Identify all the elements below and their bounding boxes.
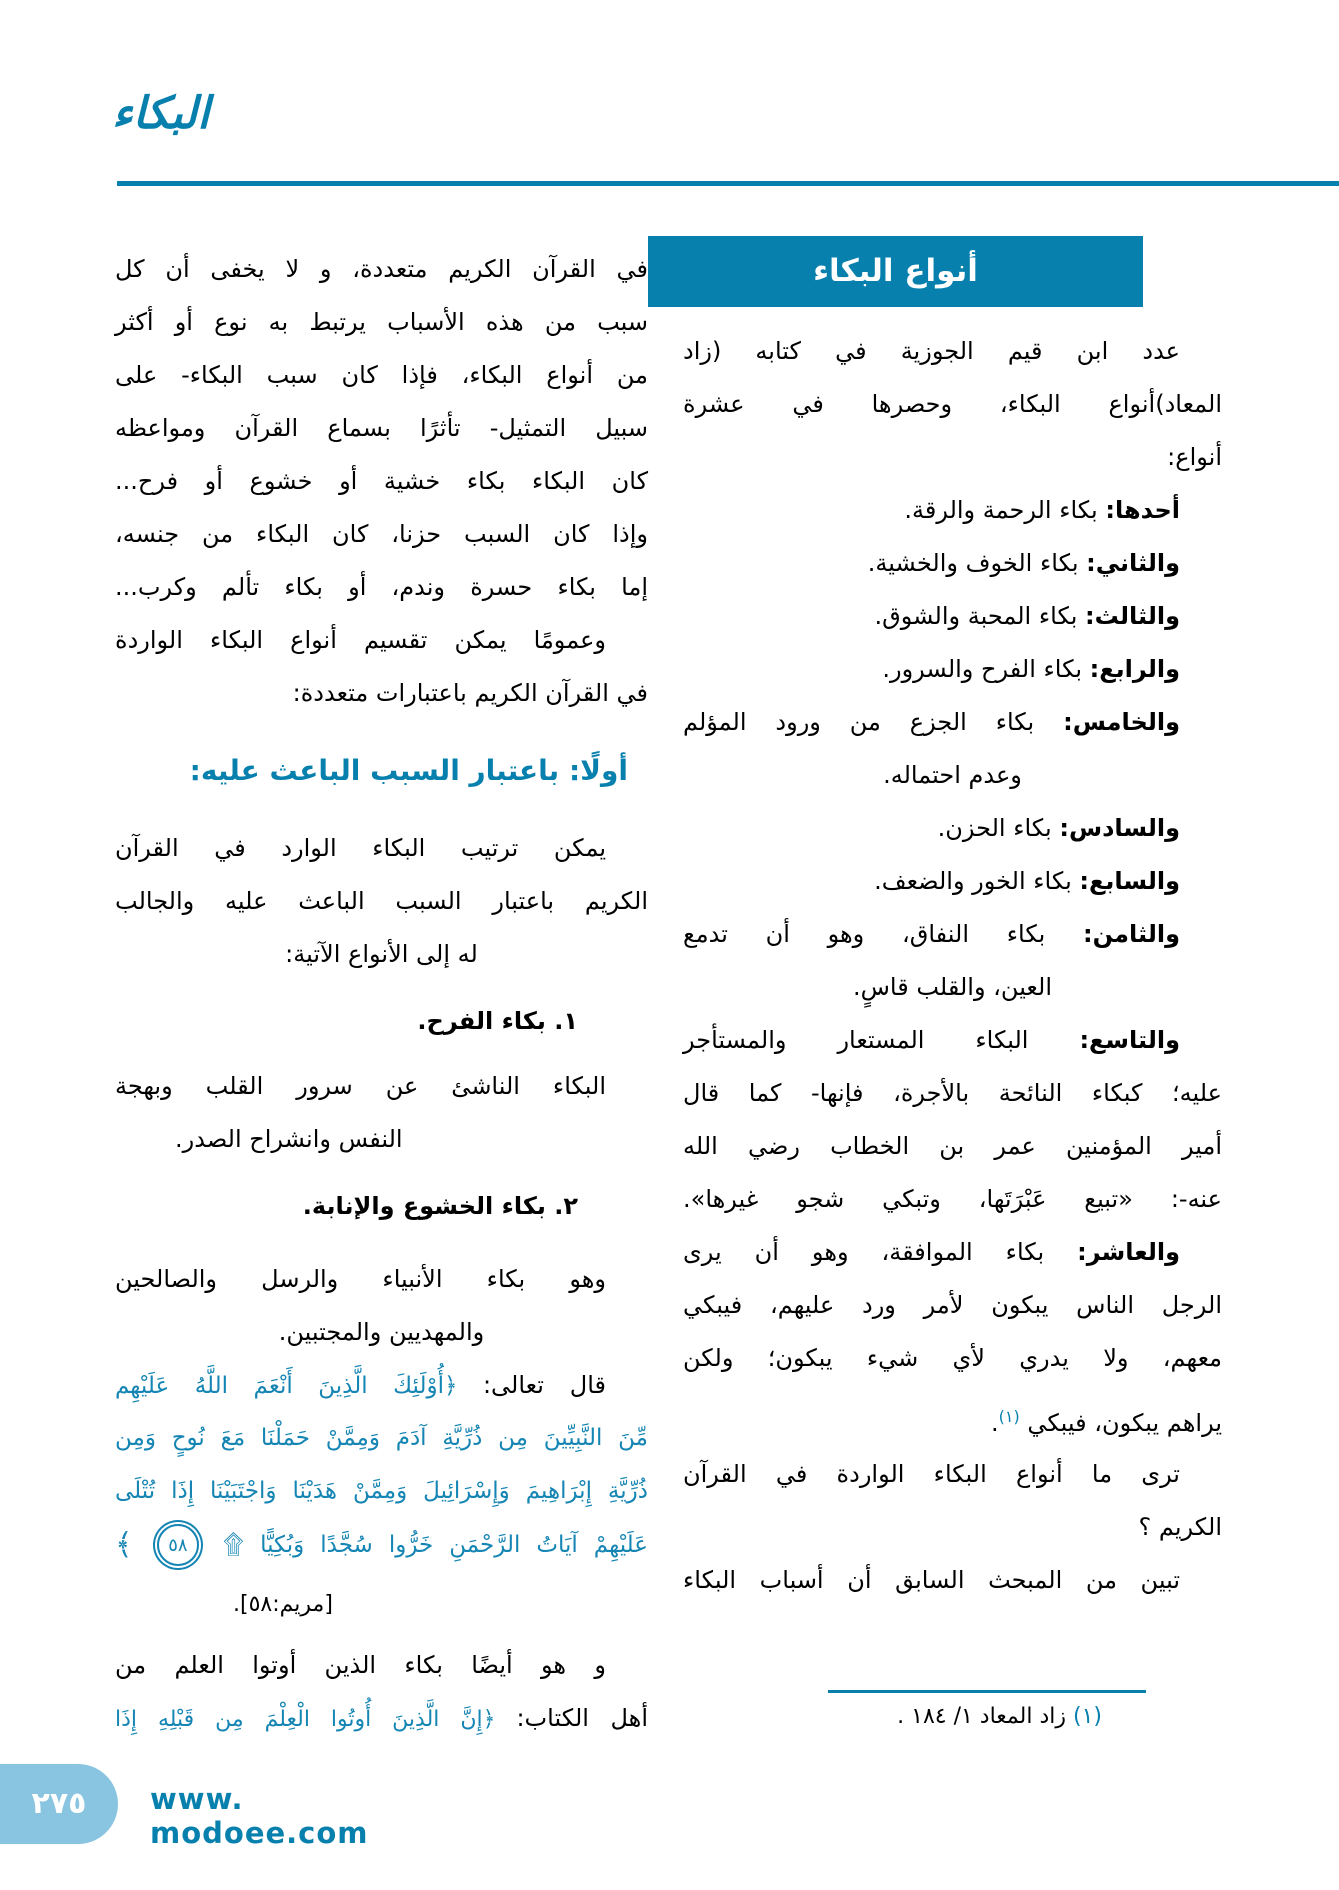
quran-line [115, 1359, 648, 1412]
text-line: وهو بكاء الأنبياء والرسل والصالحين [115, 1265, 606, 1293]
text-line: سبيل التمثيل- تأثرًا بسماع القرآن ومواعظه [115, 414, 648, 442]
footnote-reference: (١) [998, 1407, 1020, 1426]
footnote-block [828, 1690, 1146, 1732]
text: . [991, 1409, 999, 1437]
text-line: أنواع: [1167, 443, 1222, 471]
text-line: عنه-: «تبيع عَبْرَتَها، وتبكي شجو غيرها». [683, 1185, 1222, 1213]
list-item-lead: والخامس: [1063, 708, 1180, 736]
text-line: أمير المؤمنين عمر بن الخطاب رضي الله [683, 1132, 1222, 1160]
list-item-text: بكاء الموافقة، وهو أن يرى [683, 1238, 1078, 1266]
text-line: وعمومًا يمكن تقسيم أنواع البكاء الواردة [115, 626, 606, 654]
list-item-line [683, 696, 1222, 749]
text-line: من أنواع البكاء، فإذا كان سبب البكاء- على [115, 361, 648, 389]
text-line: عدد ابن قيم الجوزية في كتابه (زاد [683, 337, 1180, 365]
website-url: www. modoee.com [150, 1782, 369, 1850]
list-item-line [683, 484, 1222, 537]
sajdah-icon: ۩ [223, 1529, 244, 1561]
text-line: إما بكاء حسرة وندم، أو بكاء تألم وكرب... [115, 573, 648, 601]
list-item-text: بكاء الفرح والسرور. [882, 655, 1090, 683]
ayah-medallion: ٥٨ [157, 1524, 199, 1566]
list-item-lead: أحدها: [1105, 496, 1180, 524]
quran-close-bracket-icon: ﴾ [115, 1527, 133, 1563]
list-item-line [683, 855, 1222, 908]
text-line: وإذا كان السبب حزنا، كان البكاء من جنسه، [115, 520, 648, 548]
list-item-lead: والسادس: [1059, 814, 1180, 842]
numbered-heading: ١. بكاء الفرح. [417, 1007, 578, 1035]
section-title: أنواع البكاء [813, 253, 978, 289]
quran-line: ذُرِّيَّةِ إِبْرَاهِيمَ وَإِسْرَائِيلَ وَمِمَّنْ هَدَيْنَا وَاجْتَبَيْنَا إِذَا تُتْلَى [115, 1478, 648, 1504]
list-item-line [683, 537, 1222, 590]
subsection-heading: أولًا: باعتبار السبب الباعث عليه: [189, 754, 628, 787]
list-item-line [683, 802, 1222, 855]
list-item-line [683, 908, 1222, 961]
text-line: الرجل الناس يبكون لأمر ورد عليهم، فيبكي [683, 1291, 1222, 1319]
list-item-text: بكاء المحبة والشوق. [874, 602, 1086, 630]
list-item-text: بكاء النفاق، وهو أن تدمع [683, 920, 1083, 948]
left-column [115, 243, 648, 1745]
list-item-line [683, 1014, 1222, 1067]
list-item-text: بكاء الرحمة والرقة. [904, 496, 1106, 524]
list-item-line [683, 1226, 1222, 1279]
list-item-text: بكاء الخوف والخشية. [867, 549, 1087, 577]
quran-text: عَلَيْهِمْ آيَاتُ الرَّحْمَنِ خَرُّوا سُجَّدًا وَبُكِيًّا [260, 1532, 648, 1558]
list-item-lead: والتاسع: [1079, 1026, 1180, 1054]
text-line: عليه؛ كبكاء النائحة بالأجرة، فإنها- كما قال [683, 1079, 1222, 1107]
text-line: ترى ما أنواع البكاء الواردة في القرآن [683, 1460, 1180, 1488]
page-title: البكاء [112, 88, 210, 139]
list-item-lead: والعاشر: [1077, 1238, 1180, 1266]
list-item-line [683, 643, 1222, 696]
text-line: سبب من هذه الأسباب يرتبط به نوع أو أكثر [115, 308, 648, 336]
ayah-reference: [مريم:٥٨]. [233, 1592, 333, 1617]
text-line: و هو أيضًا بكاء الذين أوتوا العلم من [115, 1651, 606, 1679]
list-item-text: بكاء الخور والضعف. [874, 867, 1080, 895]
list-item-lead: والثاني: [1086, 549, 1180, 577]
list-item-lead: والثالث: [1085, 602, 1180, 630]
text-line: له إلى الأنواع الآتية: [285, 940, 478, 968]
quran-text: ﴿أُوْلَئِكَ الَّذِينَ أَنْعَمَ اللَّهُ عَلَيْهِم [115, 1373, 483, 1399]
text-line: الكريم ؟ [1138, 1513, 1222, 1541]
quran-line: مِّنَ النَّبِيِّينَ مِن ذُرِّيَّةِ آدَمَ وَمِمَّنْ حَمَلْنَا مَعَ نُوحٍ وَمِن [115, 1425, 648, 1451]
text-line: في القرآن الكريم متعددة، و لا يخفى أن كل [115, 255, 648, 283]
text-line: في القرآن الكريم باعتبارات متعددة: [292, 679, 648, 707]
page-number-badge [0, 1764, 118, 1844]
list-item-text: بكاء الحزن. [937, 814, 1060, 842]
list-item-lead: والثامن: [1082, 920, 1180, 948]
list-item-line [683, 590, 1222, 643]
title-underline [117, 181, 1339, 186]
footnote [828, 1702, 1146, 1732]
quote-intro: أهل الكتاب: [516, 1704, 648, 1732]
list-item-text: بكاء الجزع من ورود المؤلم [683, 708, 1064, 736]
quran-text: ﴿إِنَّ الَّذِينَ أُوتُوا الْعِلْمَ مِن قَبْلِهِ إِذَا [115, 1707, 517, 1732]
text-line: تبين من المبحث السابق أن أسباب البكاء [683, 1566, 1180, 1594]
text-line: العين، والقلب قاسٍ. [852, 973, 1052, 1001]
text-line: المعاد)أنواع البكاء، وحصرها في عشرة [683, 390, 1222, 418]
text-line: النفس وانشراح الصدر. [175, 1125, 403, 1153]
text-line: وعدم احتماله. [883, 761, 1022, 789]
text-line [683, 1390, 1222, 1443]
footnote-text: زاد المعاد ١/ ١٨٤ . [897, 1704, 1073, 1729]
text-line: البكاء الناشئ عن سرور القلب وبهجة [115, 1072, 606, 1100]
page-number: ٢٧٥ [31, 1786, 87, 1821]
quran-line [115, 1518, 648, 1571]
quran-line [115, 1692, 648, 1745]
list-item-text: البكاء المستعار والمستأجر [683, 1026, 1080, 1054]
list-item-lead: والرابع: [1089, 655, 1180, 683]
text-line: يمكن ترتيب البكاء الوارد في القرآن [115, 834, 606, 862]
text-line: معهم، ولا يدري لأي شيء يبكون؛ ولكن [683, 1344, 1222, 1372]
numbered-heading: ٢. بكاء الخشوع والإنابة. [302, 1192, 578, 1220]
list-item-lead: والسابع: [1079, 867, 1180, 895]
text: يراهم يبكون، فيبكي [1019, 1409, 1222, 1437]
footnote-marker: (١) [1072, 1704, 1102, 1729]
quote-intro: قال تعالى: [482, 1371, 606, 1399]
text-line: الكريم باعتبار السبب الباعث عليه والجالب [115, 887, 648, 915]
text-line: والمهديين والمجتبين. [278, 1318, 485, 1346]
section-header [648, 236, 1143, 307]
text-line: كان البكاء بكاء خشية أو خشوع أو فرح... [115, 467, 648, 495]
right-column [683, 325, 1222, 1607]
